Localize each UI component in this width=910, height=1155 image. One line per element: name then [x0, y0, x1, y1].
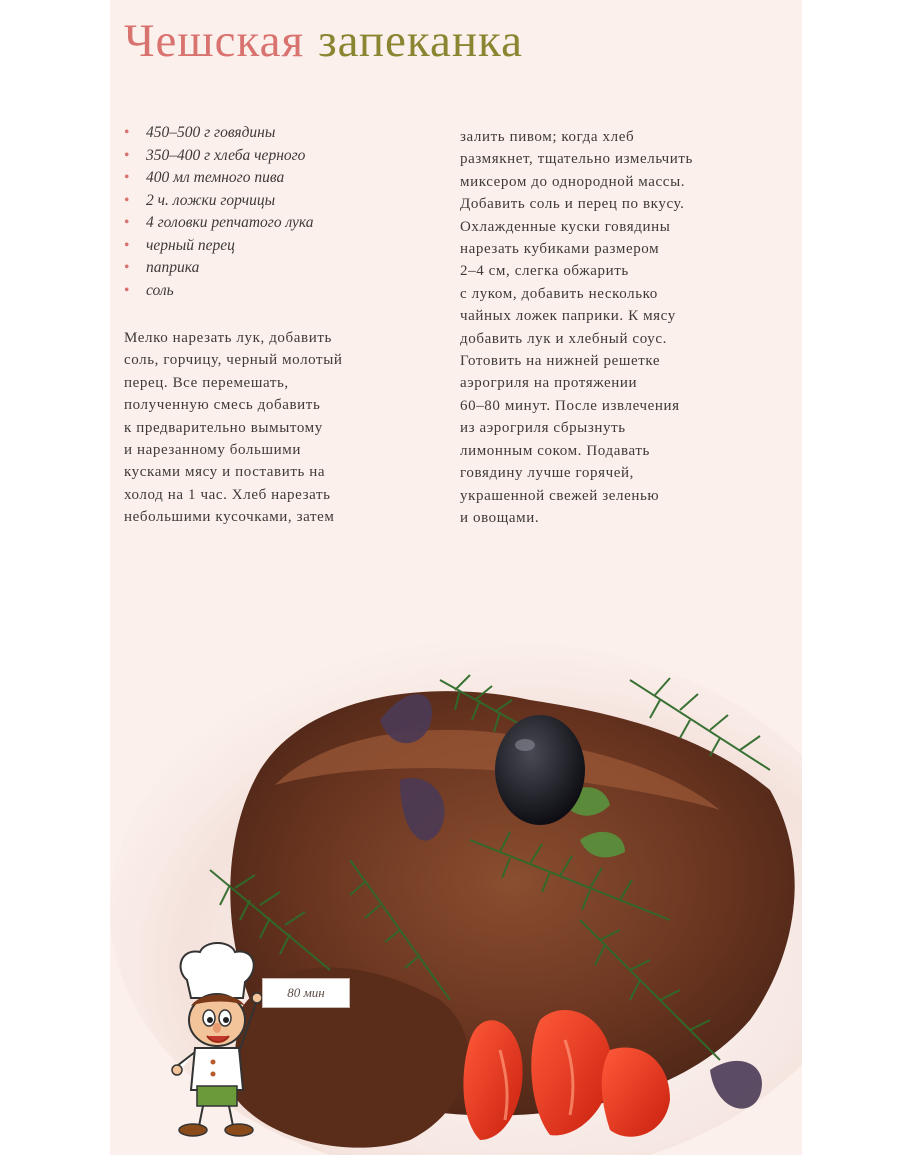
instructions-column-2 [460, 126, 693, 529]
text-line: к предварительно вымытому [124, 419, 323, 436]
bullet-icon: • [124, 124, 130, 141]
bullet-icon: • [124, 146, 130, 164]
ingredient-text: 4 головки репчатого лука [146, 214, 314, 231]
text-line: Готовить на нижней решетке [460, 353, 661, 370]
recipe-page [110, 0, 802, 1155]
text-line: миксером до однородной массы. [460, 173, 686, 190]
instructions-column-1 [124, 327, 343, 529]
text-line: 60–80 минут. После извлечения [460, 397, 680, 414]
ingredient-text: паприка [146, 259, 200, 276]
text-line: лимонным соком. Подавать [460, 442, 650, 459]
ingredient-text: 400 мл темного пива [146, 169, 285, 186]
text-line: чайных ложек паприки. К мясу [460, 308, 676, 325]
text-line: говядину лучше горячей, [460, 465, 634, 482]
title-word-2: запеканка [318, 15, 524, 67]
title-word-1: Чешская [124, 15, 305, 67]
text-line: кусками мясу и поставить на [124, 464, 326, 481]
text-line: нарезать кубиками размером [460, 241, 660, 258]
text-line: и овощами. [460, 509, 540, 526]
text-line: аэрогриля на протяжении [460, 375, 638, 392]
ingredient-text: 2 ч. ложки горчицы [146, 191, 276, 209]
text-line: соль, горчицу, черный молотый [124, 352, 343, 369]
text-line: 2–4 см, слегка обжарить [460, 263, 629, 280]
list-item [124, 280, 424, 303]
ingredients-list [124, 122, 424, 302]
bullet-icon: • [124, 214, 130, 231]
ingredient-text: 450–500 г говядины [146, 124, 276, 141]
text-line: из аэрогриля сбрызнуть [460, 420, 626, 437]
page-title [124, 14, 523, 68]
text-line: Охлажденные куски говядины [460, 218, 671, 235]
text-line: полученную смесь добавить [124, 397, 321, 414]
text-line: и нарезанному большими [124, 442, 301, 459]
chef-mascot-illustration [165, 940, 275, 1140]
list-item [124, 212, 424, 235]
cooking-time-badge: 80 мин [262, 978, 350, 1008]
text-line: Мелко нарезать лук, добавить [124, 330, 332, 346]
text-line: размякнет, тщательно измельчить [460, 151, 693, 168]
bullet-icon: • [124, 259, 130, 276]
ingredient-text: черный перец [146, 236, 235, 254]
text-line: Добавить соль и перец по вкусу. [460, 196, 685, 213]
list-item [124, 190, 424, 213]
list-item [124, 122, 424, 145]
text-line: холод на 1 час. Хлеб нарезать [124, 486, 331, 503]
text-line: залить пивом; когда хлеб [460, 129, 635, 145]
bullet-icon: • [124, 191, 130, 209]
text-line: добавить лук и хлебный соус. [460, 330, 667, 347]
list-item [124, 235, 424, 258]
text-line: с луком, добавить несколько [460, 285, 658, 302]
ingredient-text: соль [146, 281, 174, 299]
list-item [124, 257, 424, 280]
bullet-icon: • [124, 169, 130, 186]
list-item [124, 167, 424, 190]
bullet-icon: • [124, 281, 130, 299]
ingredient-text: 350–400 г хлеба черного [146, 146, 306, 164]
text-line: небольшими кусочками, затем [124, 509, 335, 526]
text-line: перец. Все перемешать, [124, 374, 289, 391]
text-line: украшенной свежей зеленью [460, 487, 660, 504]
list-item [124, 145, 424, 168]
bullet-icon: • [124, 236, 130, 254]
